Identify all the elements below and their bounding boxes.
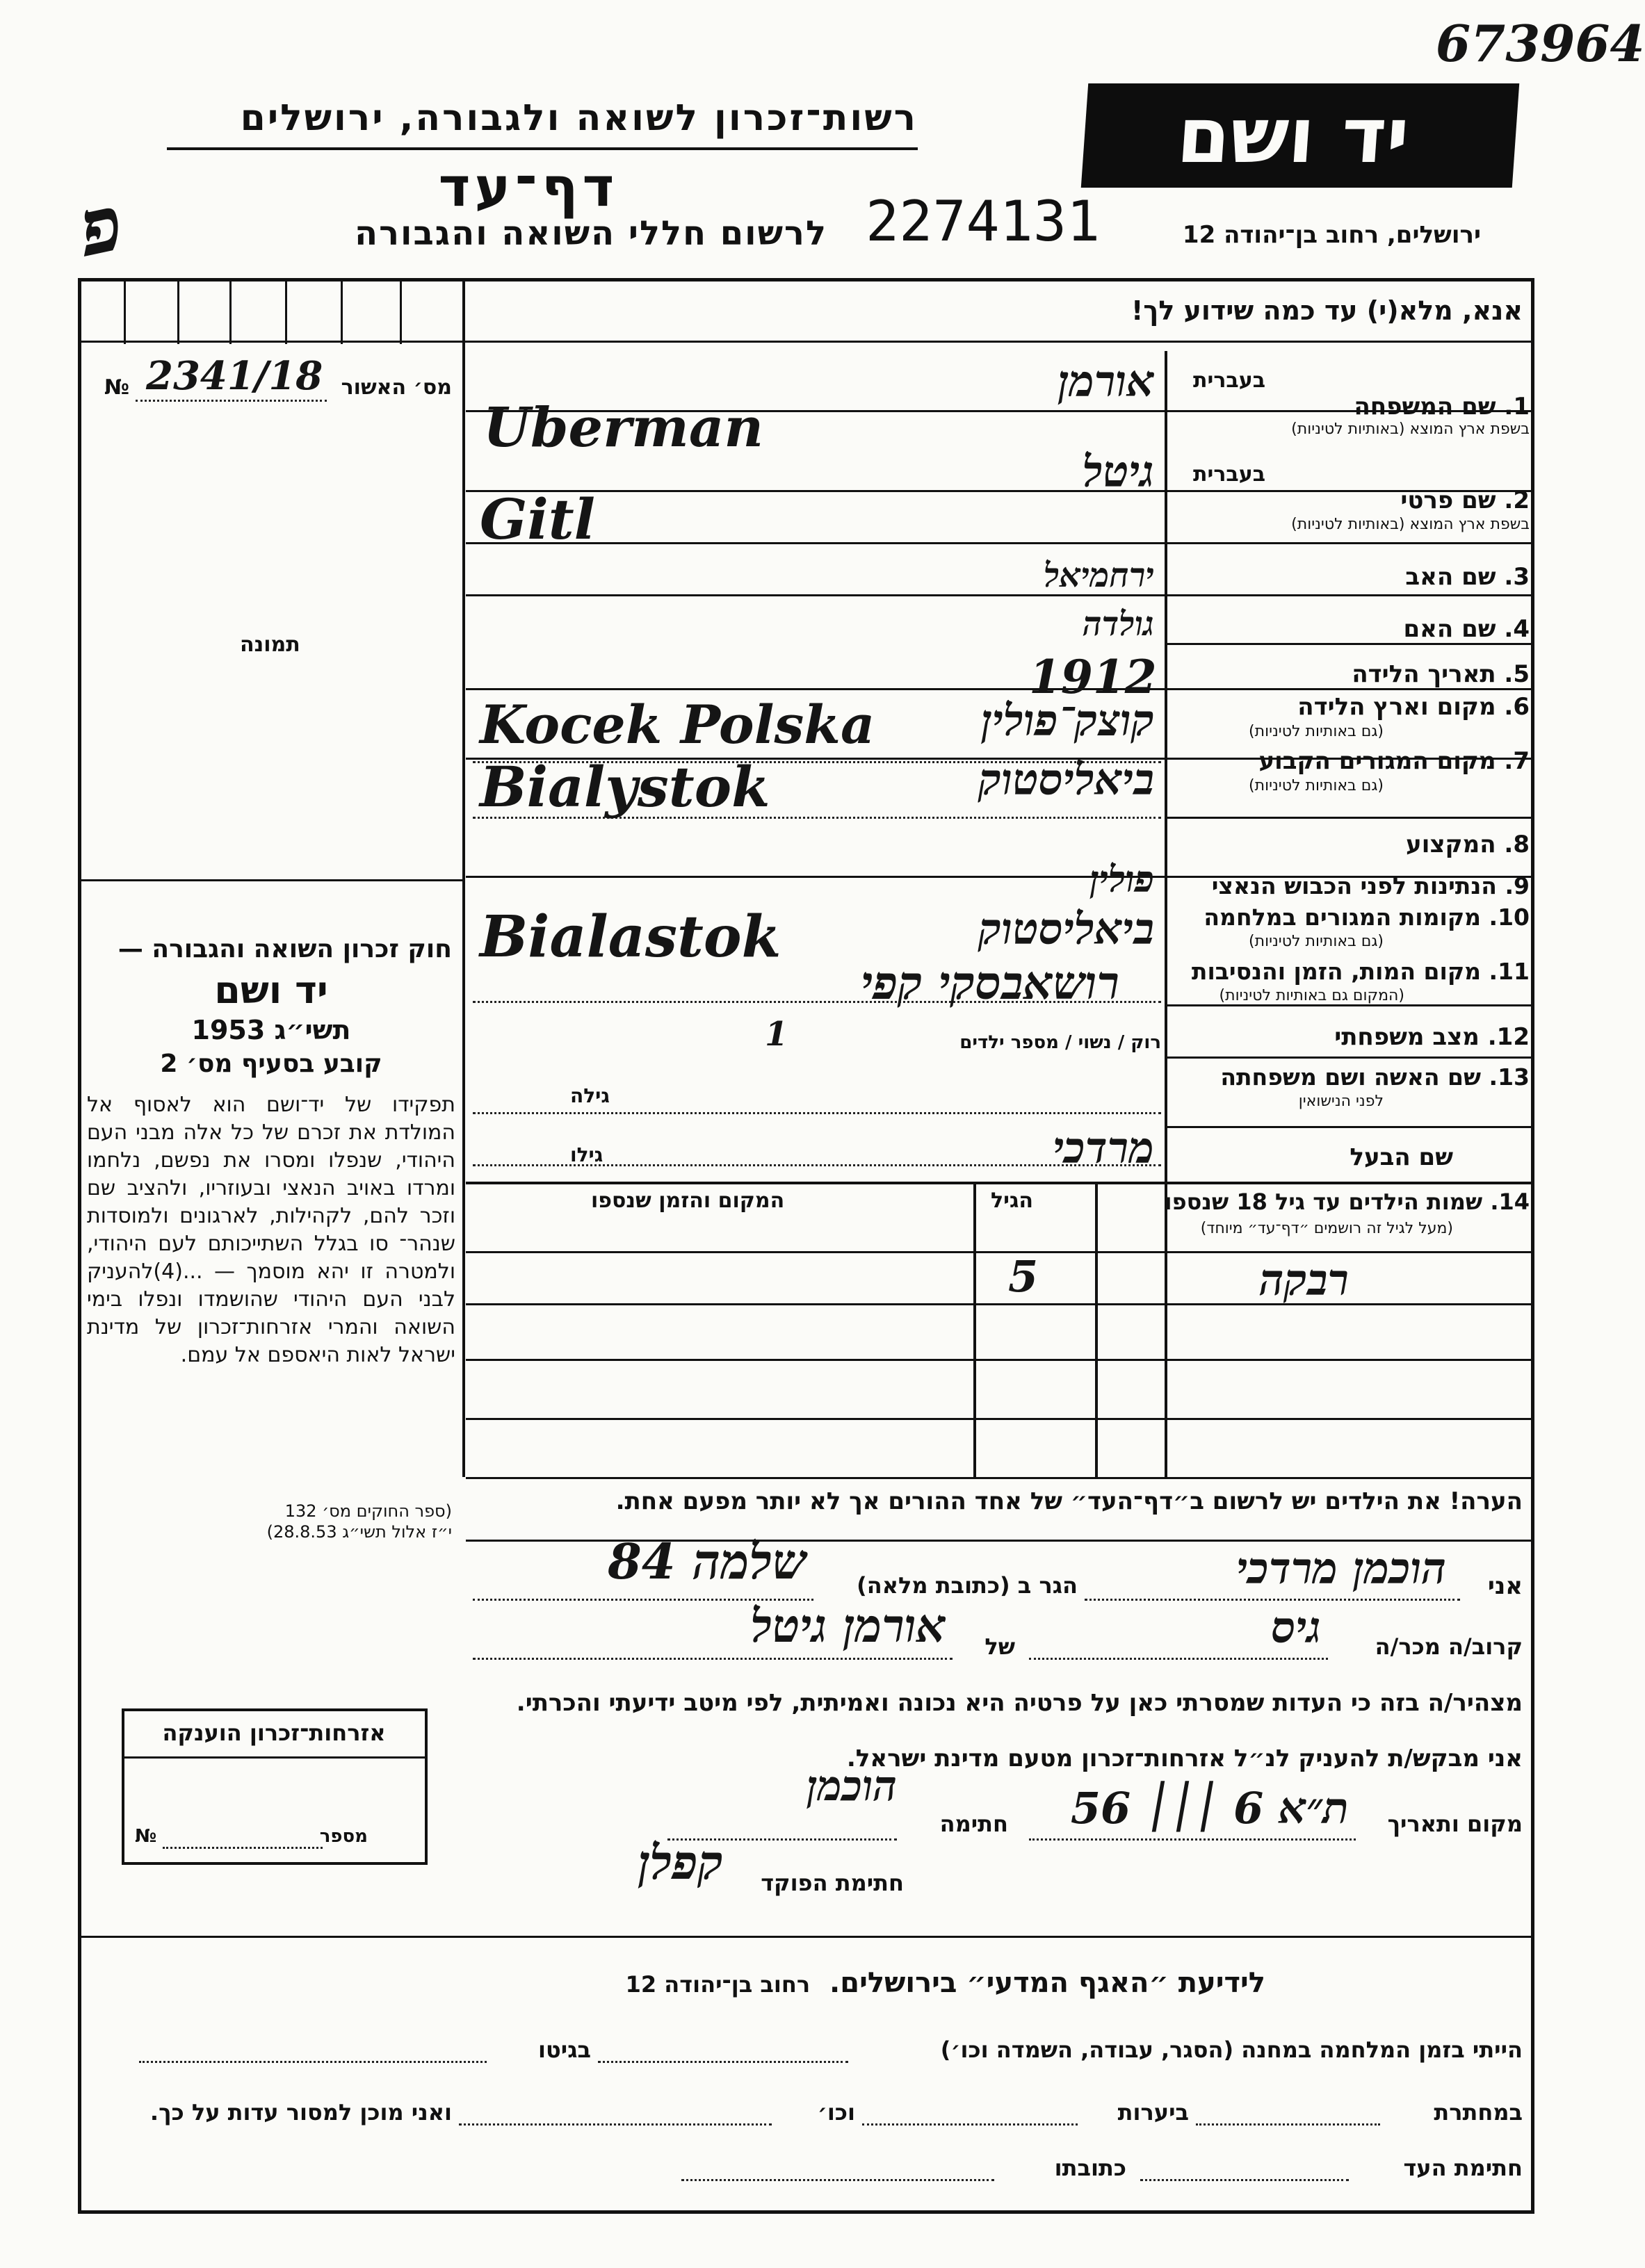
field-1-label: 1. שם המשפחה xyxy=(1354,393,1530,421)
signature-value: הוכמן xyxy=(806,1762,897,1811)
field-4-label: 4. שם האם xyxy=(1403,615,1530,643)
place-date-label: מקום ותאריך xyxy=(1387,1811,1523,1837)
field-5-label: 5. תאריך הלידה xyxy=(1352,660,1530,688)
field-1-tag: בעברית xyxy=(1193,368,1265,393)
law-clause: קובע בסעיף מס׳ 2 xyxy=(160,1050,382,1078)
field-11-note: (המקום גם באותיות לטיניות) xyxy=(1219,987,1404,1004)
field-10-label: 10. מקומות המגורים במלחמה xyxy=(1204,904,1530,931)
footer-attention: לידיעת ״האגף המדעי״ בירושלים. רחוב בן־יהודה 12 xyxy=(625,1967,1265,1999)
authority-line: רשות־זכרון לשואה ולגבורה, ירושלים xyxy=(240,97,918,139)
field-7-value-heb: ביאליסטוק xyxy=(978,754,1154,805)
header-address: ירושלים, רחוב בן־יהודה 12 xyxy=(1182,221,1481,249)
approval-number: 2341/18 xyxy=(146,353,323,399)
of-label: של xyxy=(984,1633,1015,1660)
child-1-name: רבקה xyxy=(1258,1255,1349,1305)
field-6-note: (גם באותיות לטיניות) xyxy=(1249,723,1384,740)
approval-prefix: № xyxy=(104,375,130,400)
field-10-value-heb: ביאליסטוק xyxy=(978,904,1154,954)
law-source-date: י״ז אלול תשי״ג 28.8.53) xyxy=(266,1522,452,1542)
law-name: יד ושם xyxy=(214,968,328,1012)
wife-age-label: גילה xyxy=(570,1084,610,1107)
intro-text: אנא, מלא(י) עד כמה שידוע לך! xyxy=(1131,295,1523,326)
citizenship-prefix: № xyxy=(135,1826,157,1847)
field-13-note: לפני הנישואין xyxy=(1298,1093,1384,1110)
stamp-number: 2274131 xyxy=(866,189,1101,254)
form-title: דף־עד xyxy=(438,156,619,219)
witness-sig-label: חתימת העד xyxy=(1403,2155,1523,2181)
field-6-value-lat: Kocek Polska xyxy=(480,694,875,756)
margin-note: פ xyxy=(71,177,131,274)
field-7-label: 7. מקום המגורים הקבוע xyxy=(1258,747,1530,775)
age-header: הגיל xyxy=(991,1189,1033,1213)
field-6-label: 6. מקום וארץ הלידה xyxy=(1297,693,1530,721)
field-12-options: רוק / נשוי / מספר ילדים xyxy=(959,1032,1161,1053)
place-date-value: ת״א 6 ׀׀׀ 56 xyxy=(1070,1783,1349,1834)
field-2-tag: בעברית xyxy=(1193,462,1265,487)
request-text: אני מבקש/ת להעניק לנ״ל אזרחות־זכרון מטעם מדינת ישראל. xyxy=(846,1745,1523,1772)
authority-underline xyxy=(167,147,918,150)
citizenship-box xyxy=(122,1708,428,1865)
archive-number: 673964 xyxy=(1436,14,1645,73)
forests-label: ביערות xyxy=(1117,2099,1189,2126)
officer-signature: קפלן xyxy=(638,1835,723,1891)
field-13-label: 13. שם האשה ושם משפחתה xyxy=(1220,1063,1530,1091)
child-1-age: 5 xyxy=(1008,1251,1039,1302)
address-label: כתובתו xyxy=(1054,2155,1126,2181)
husband-value: מרדכי xyxy=(1053,1123,1154,1173)
underground-label: במחתרת xyxy=(1434,2099,1523,2126)
signature-label: חתימה xyxy=(939,1811,1008,1837)
law-title: חוק זכרון השואה והגבורה — xyxy=(118,935,452,963)
field-2-label: 2. שם פרטי xyxy=(1400,487,1530,514)
field-8-label: 8. המקצוע xyxy=(1406,831,1530,858)
etc-label: וכו׳ xyxy=(817,2099,855,2126)
field-10-note: (גם באותיות לטיניות) xyxy=(1249,933,1384,950)
place-header: המקום והזמן שנספו xyxy=(591,1189,785,1213)
declarant-address: שלמה 84 xyxy=(608,1533,807,1590)
field-9-label: 9. הנתינות לפני הכבוש הנאצי xyxy=(1211,872,1530,899)
field-9-value: פולין xyxy=(1089,858,1154,901)
field-11-label: 11. מקום המות, הזמן והנסיבות xyxy=(1191,958,1530,985)
ani-label: אני xyxy=(1487,1572,1523,1600)
ghetto-label: בגיטו xyxy=(538,2037,591,2063)
children-note: (מעל לגיל זה רושמים ״דף־עד״ מיוחד) xyxy=(1200,1220,1453,1237)
husband-age-label: גילו xyxy=(570,1143,603,1166)
field-2-value-lat: Gitl xyxy=(480,487,596,552)
footer-line1: הייתי בזמן המלחמה במחנה (הסגר, עבודה, השמדה וכו׳) xyxy=(940,2037,1523,2063)
relative-label: קרוב/ה מכר/ה xyxy=(1375,1633,1523,1660)
remark: הערה! את הילדים יש לרשום ב״דף־העד״ של אחד ההורים אך לא יותר מפעם אחת. xyxy=(615,1487,1523,1515)
field-6-value-heb: קוצק־פולין xyxy=(980,695,1154,746)
field-1-value-lat: Uberman xyxy=(483,396,764,459)
law-year: תשי״ג 1953 xyxy=(191,1015,351,1045)
field-12-value: 1 xyxy=(765,1015,788,1054)
field-3-label: 3. שם האב xyxy=(1405,563,1530,591)
field-1-note: בשפת ארץ המוצא (באותיות לטיניות) xyxy=(1291,421,1530,438)
law-source: (ספר החוקים מס׳ 132 xyxy=(284,1501,452,1521)
field-5-value: 1912 xyxy=(1029,650,1157,704)
field-7-value-lat: Bialystok xyxy=(480,754,770,819)
children-header: 14. שמות הילדים עד גיל 18 שנספו xyxy=(1164,1189,1530,1215)
citizenship-title: אזרחות־זכרון הוענקה xyxy=(162,1720,386,1746)
field-4-value: גולדה xyxy=(1082,605,1154,644)
field-11-value: רושאבסקי קפי xyxy=(861,956,1119,1010)
field-2-note: בשפת ארץ המוצא (באותיות לטיניות) xyxy=(1291,516,1530,533)
law-body: תפקידו של יד־ושם הוא לאסוף אל המולדת את זכרם של כל אלה מבני העם היהודי, שנפלו ומסרו את נפשם, נלחמו ומרדו באויב הנאצי ובעוזריו, ולהציב שם וזכר להם, לקהילות, לארגונים ולמוסדות שנהר־ סו בגלל השתייכותם לעם היהודי, ולמטרה זו יהא מוסמך — ...(4)להעניק לבני העם היהודי שהושמדו ונפלו בימי השואה והמרי אזרחות־זכרון של מדינת ישראל לאות היאספם אל עמם. xyxy=(87,1093,455,1367)
field-3-value: ירחמיאל xyxy=(1044,556,1154,595)
ready-text: ואני מוכן למסור עדות על כך. xyxy=(149,2099,452,2126)
field-10-value-lat: Bialastok xyxy=(480,904,781,970)
husband-label: שם הבעל xyxy=(1350,1143,1453,1171)
field-7-note: (גם באותיות לטיניות) xyxy=(1249,777,1384,794)
of-name: אורמן גיטל xyxy=(750,1599,946,1653)
declarant-name: הוכמן מרדכי xyxy=(1236,1543,1446,1594)
yad-vashem-logo xyxy=(1081,83,1519,188)
citizenship-number-label: מספר xyxy=(319,1826,368,1847)
declare-text: מצהיר/ה בזה כי העדות שמסרתי כאן על פרטיה היא נכונה ואמיתית, לפי מיטב ידיעתי והכרתי. xyxy=(516,1689,1523,1717)
officer-label: חתימת הפוקד xyxy=(761,1870,904,1896)
resides-label: הגר ב (כתובת מלאה) xyxy=(857,1572,1078,1599)
field-1-value-heb: אורמן xyxy=(1058,356,1154,407)
field-2-value-heb: גיטל xyxy=(1082,446,1154,497)
field-12-label: 12. מצב משפחתי xyxy=(1334,1023,1530,1051)
logo-text: יד ושם xyxy=(1174,91,1413,180)
form-subtitle: לרשום חללי השואה והגבורה xyxy=(355,214,827,253)
approval-label: מס׳ האשור xyxy=(341,375,452,400)
relation-value: גיס xyxy=(1271,1602,1321,1653)
photo-label: תמונה xyxy=(240,633,300,657)
